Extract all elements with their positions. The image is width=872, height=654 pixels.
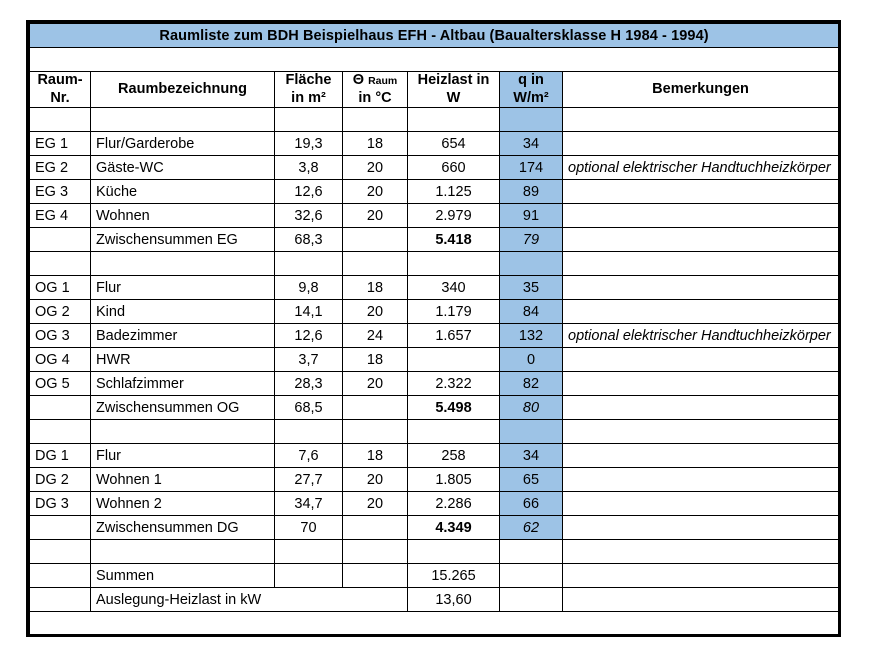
cell-room-number: DG 2 <box>30 468 91 492</box>
blank-cell-remark <box>563 252 839 276</box>
cell-q: 65 <box>500 468 563 492</box>
cell-remark <box>563 516 839 540</box>
cell-room-name: Zwischensummen EG <box>91 228 275 252</box>
cell-heat-load: 340 <box>408 276 500 300</box>
cell-remark <box>563 132 839 156</box>
blank-cell-area <box>275 108 343 132</box>
cell-temperature <box>343 228 408 252</box>
room-list-table-frame <box>26 20 841 637</box>
theta-symbol: Θ <box>352 72 365 88</box>
header-area <box>275 72 343 108</box>
cell-q: 34 <box>500 444 563 468</box>
blank-cell-q <box>500 540 563 564</box>
cell-room-number: DG 1 <box>30 444 91 468</box>
cell-temperature <box>343 564 408 588</box>
header-room-number-l2: Nr. <box>50 89 70 106</box>
cell-heat-load <box>408 348 500 372</box>
cell-q: 174 <box>500 156 563 180</box>
blank-cell-remark <box>563 108 839 132</box>
blank-cell-nr <box>30 108 91 132</box>
cell-temperature: 18 <box>343 348 408 372</box>
header-q <box>500 72 563 108</box>
cell-q: 34 <box>500 132 563 156</box>
cell-room-name: Kind <box>91 300 275 324</box>
cell-area <box>275 564 343 588</box>
blank-row-between-eg-og <box>30 252 839 276</box>
cell-q <box>500 588 563 612</box>
cell-room-number: EG 4 <box>30 204 91 228</box>
table-row[interactable] <box>30 180 839 204</box>
blank-cell-remark <box>563 420 839 444</box>
header-temp-subscript: Raum <box>368 75 398 87</box>
cell-area: 19,3 <box>275 132 343 156</box>
blank-cell-area <box>275 540 343 564</box>
cell-remark <box>563 276 839 300</box>
cell-q: 80 <box>500 396 563 420</box>
cell-area: 34,7 <box>275 492 343 516</box>
cell-temperature: 20 <box>343 180 408 204</box>
bottom-blank-cell <box>30 612 839 636</box>
blank-cell-load <box>408 252 500 276</box>
table-row[interactable] <box>30 132 839 156</box>
cell-room-name: Wohnen 2 <box>91 492 275 516</box>
cell-heat-load: 1.179 <box>408 300 500 324</box>
blank-cell-q <box>500 420 563 444</box>
design-load-label: Auslegung-Heizlast in kW <box>91 588 408 612</box>
table-row[interactable] <box>30 492 839 516</box>
cell-q <box>500 564 563 588</box>
header-heat-load <box>408 72 500 108</box>
blank-cell-name <box>91 252 275 276</box>
subtotal-row-eg[interactable] <box>30 228 839 252</box>
blank-row-between-og-dg <box>30 420 839 444</box>
blank-cell-load <box>408 420 500 444</box>
subtotal-row-og[interactable] <box>30 396 839 420</box>
cell-temperature: 20 <box>343 156 408 180</box>
cell-room-number <box>30 564 91 588</box>
cell-area: 9,8 <box>275 276 343 300</box>
header-room-name: Raumbezeichnung <box>91 72 275 108</box>
header-area-l1: Fläche <box>285 72 332 88</box>
cell-temperature <box>343 516 408 540</box>
cell-heat-load: 660 <box>408 156 500 180</box>
table-row[interactable] <box>30 372 839 396</box>
cell-q: 89 <box>500 180 563 204</box>
header-q-l1: q in <box>518 72 544 88</box>
header-load-l1: Heizlast in <box>417 72 490 88</box>
blank-cell-nr <box>30 540 91 564</box>
cell-q: 84 <box>500 300 563 324</box>
cell-heat-load: 1.125 <box>408 180 500 204</box>
cell-temperature: 20 <box>343 372 408 396</box>
cell-remark <box>563 180 839 204</box>
cell-area: 3,7 <box>275 348 343 372</box>
blank-cell-load <box>408 108 500 132</box>
total-label: Summen <box>91 564 275 588</box>
cell-heat-load: 1.657 <box>408 324 500 348</box>
cell-remark <box>563 492 839 516</box>
cell-room-name: HWR <box>91 348 275 372</box>
cell-room-name: Zwischensummen OG <box>91 396 275 420</box>
blank-row-before-summary <box>30 540 839 564</box>
cell-temperature: 24 <box>343 324 408 348</box>
blank-cell-name <box>91 420 275 444</box>
cell-temperature: 18 <box>343 444 408 468</box>
spacer-cell <box>30 48 839 72</box>
table-row[interactable] <box>30 156 839 180</box>
blank-row-before-eg <box>30 108 839 132</box>
cell-room-number: DG 3 <box>30 492 91 516</box>
cell-heat-load: 5.498 <box>408 396 500 420</box>
header-room-number <box>30 72 91 108</box>
cell-temperature: 18 <box>343 132 408 156</box>
cell-room-name: Flur <box>91 444 275 468</box>
blank-cell-q <box>500 108 563 132</box>
cell-room-name: Schlafzimmer <box>91 372 275 396</box>
table-row[interactable] <box>30 204 839 228</box>
blank-cell-area <box>275 420 343 444</box>
cell-room-name: Gäste-WC <box>91 156 275 180</box>
cell-temperature <box>343 396 408 420</box>
cell-temperature: 20 <box>343 204 408 228</box>
design-load-row[interactable] <box>30 588 839 612</box>
cell-room-name: Küche <box>91 180 275 204</box>
cell-remark <box>563 588 839 612</box>
cell-remark <box>563 204 839 228</box>
table-row[interactable] <box>30 300 839 324</box>
blank-cell-load <box>408 540 500 564</box>
blank-cell-name <box>91 540 275 564</box>
blank-cell-temp <box>343 420 408 444</box>
cell-room-number <box>30 396 91 420</box>
blank-cell-q <box>500 252 563 276</box>
cell-room-number <box>30 516 91 540</box>
cell-remark <box>563 444 839 468</box>
cell-room-number: EG 1 <box>30 132 91 156</box>
cell-remark <box>563 468 839 492</box>
cell-area: 28,3 <box>275 372 343 396</box>
cell-room-number <box>30 228 91 252</box>
header-remarks: Bemerkungen <box>563 72 839 108</box>
cell-q: 0 <box>500 348 563 372</box>
cell-temperature: 20 <box>343 492 408 516</box>
bottom-blank-row <box>30 612 839 636</box>
cell-room-number: OG 2 <box>30 300 91 324</box>
cell-room-name: Badezimmer <box>91 324 275 348</box>
page-title: Raumliste zum BDH Beispielhaus EFH - Altbau (Baualtersklasse H 1984 - 1994) <box>30 24 839 48</box>
title-spacer-row <box>30 48 839 72</box>
cell-q: 132 <box>500 324 563 348</box>
blank-cell-remark <box>563 540 839 564</box>
cell-remark <box>563 396 839 420</box>
cell-room-name: Zwischensummen DG <box>91 516 275 540</box>
cell-q: 91 <box>500 204 563 228</box>
design-load-value: 13,60 <box>408 588 500 612</box>
cell-heat-load: 4.349 <box>408 516 500 540</box>
table-row[interactable] <box>30 468 839 492</box>
cell-area: 14,1 <box>275 300 343 324</box>
room-list-table <box>29 23 839 636</box>
cell-q: 82 <box>500 372 563 396</box>
cell-q: 62 <box>500 516 563 540</box>
cell-area: 3,8 <box>275 156 343 180</box>
blank-cell-temp <box>343 108 408 132</box>
cell-room-name: Flur/Garderobe <box>91 132 275 156</box>
cell-room-number: EG 3 <box>30 180 91 204</box>
cell-area: 12,6 <box>275 324 343 348</box>
table-row[interactable] <box>30 276 839 300</box>
table-row[interactable] <box>30 324 839 348</box>
cell-heat-load: 258 <box>408 444 500 468</box>
cell-remark <box>563 372 839 396</box>
cell-remark <box>563 228 839 252</box>
header-temperature <box>343 72 408 108</box>
blank-cell-temp <box>343 252 408 276</box>
cell-area: 27,7 <box>275 468 343 492</box>
cell-room-name: Wohnen <box>91 204 275 228</box>
header-temp-l2: in °C <box>358 89 392 106</box>
cell-room-name: Flur <box>91 276 275 300</box>
header-room-number-l1: Raum- <box>37 72 83 88</box>
cell-area: 7,6 <box>275 444 343 468</box>
column-header-row <box>30 72 839 108</box>
cell-area: 68,5 <box>275 396 343 420</box>
cell-area: 68,3 <box>275 228 343 252</box>
blank-cell-temp <box>343 540 408 564</box>
table-row[interactable] <box>30 444 839 468</box>
subtotal-row-dg[interactable] <box>30 516 839 540</box>
cell-area: 12,6 <box>275 180 343 204</box>
blank-cell-nr <box>30 252 91 276</box>
cell-remark <box>563 564 839 588</box>
cell-room-name: Wohnen 1 <box>91 468 275 492</box>
cell-q: 79 <box>500 228 563 252</box>
blank-cell-name <box>91 108 275 132</box>
cell-q: 66 <box>500 492 563 516</box>
cell-q: 35 <box>500 276 563 300</box>
table-title-row <box>30 24 839 48</box>
header-q-l2: W/m² <box>513 89 549 106</box>
cell-heat-load: 2.979 <box>408 204 500 228</box>
cell-heat-load: 1.805 <box>408 468 500 492</box>
header-load-l2: W <box>446 89 461 106</box>
blank-cell-area <box>275 252 343 276</box>
cell-area: 32,6 <box>275 204 343 228</box>
cell-room-number: OG 1 <box>30 276 91 300</box>
cell-temperature: 20 <box>343 300 408 324</box>
total-heat-load: 15.265 <box>408 564 500 588</box>
cell-heat-load: 5.418 <box>408 228 500 252</box>
cell-room-number: OG 3 <box>30 324 91 348</box>
cell-heat-load: 654 <box>408 132 500 156</box>
cell-remark <box>563 300 839 324</box>
cell-heat-load: 2.286 <box>408 492 500 516</box>
cell-heat-load: 2.322 <box>408 372 500 396</box>
cell-remark <box>563 348 839 372</box>
cell-temperature: 20 <box>343 468 408 492</box>
cell-room-number: OG 4 <box>30 348 91 372</box>
header-area-l2: in m² <box>291 89 326 106</box>
blank-cell-nr <box>30 420 91 444</box>
total-row[interactable] <box>30 564 839 588</box>
cell-remark: optional elektrischer Handtuchheizkörper <box>563 324 839 348</box>
cell-temperature: 18 <box>343 276 408 300</box>
cell-remark: optional elektrischer Handtuchheizkörper <box>563 156 839 180</box>
cell-room-number <box>30 588 91 612</box>
cell-area: 70 <box>275 516 343 540</box>
cell-room-number: EG 2 <box>30 156 91 180</box>
cell-room-number: OG 5 <box>30 372 91 396</box>
table-row[interactable] <box>30 348 839 372</box>
